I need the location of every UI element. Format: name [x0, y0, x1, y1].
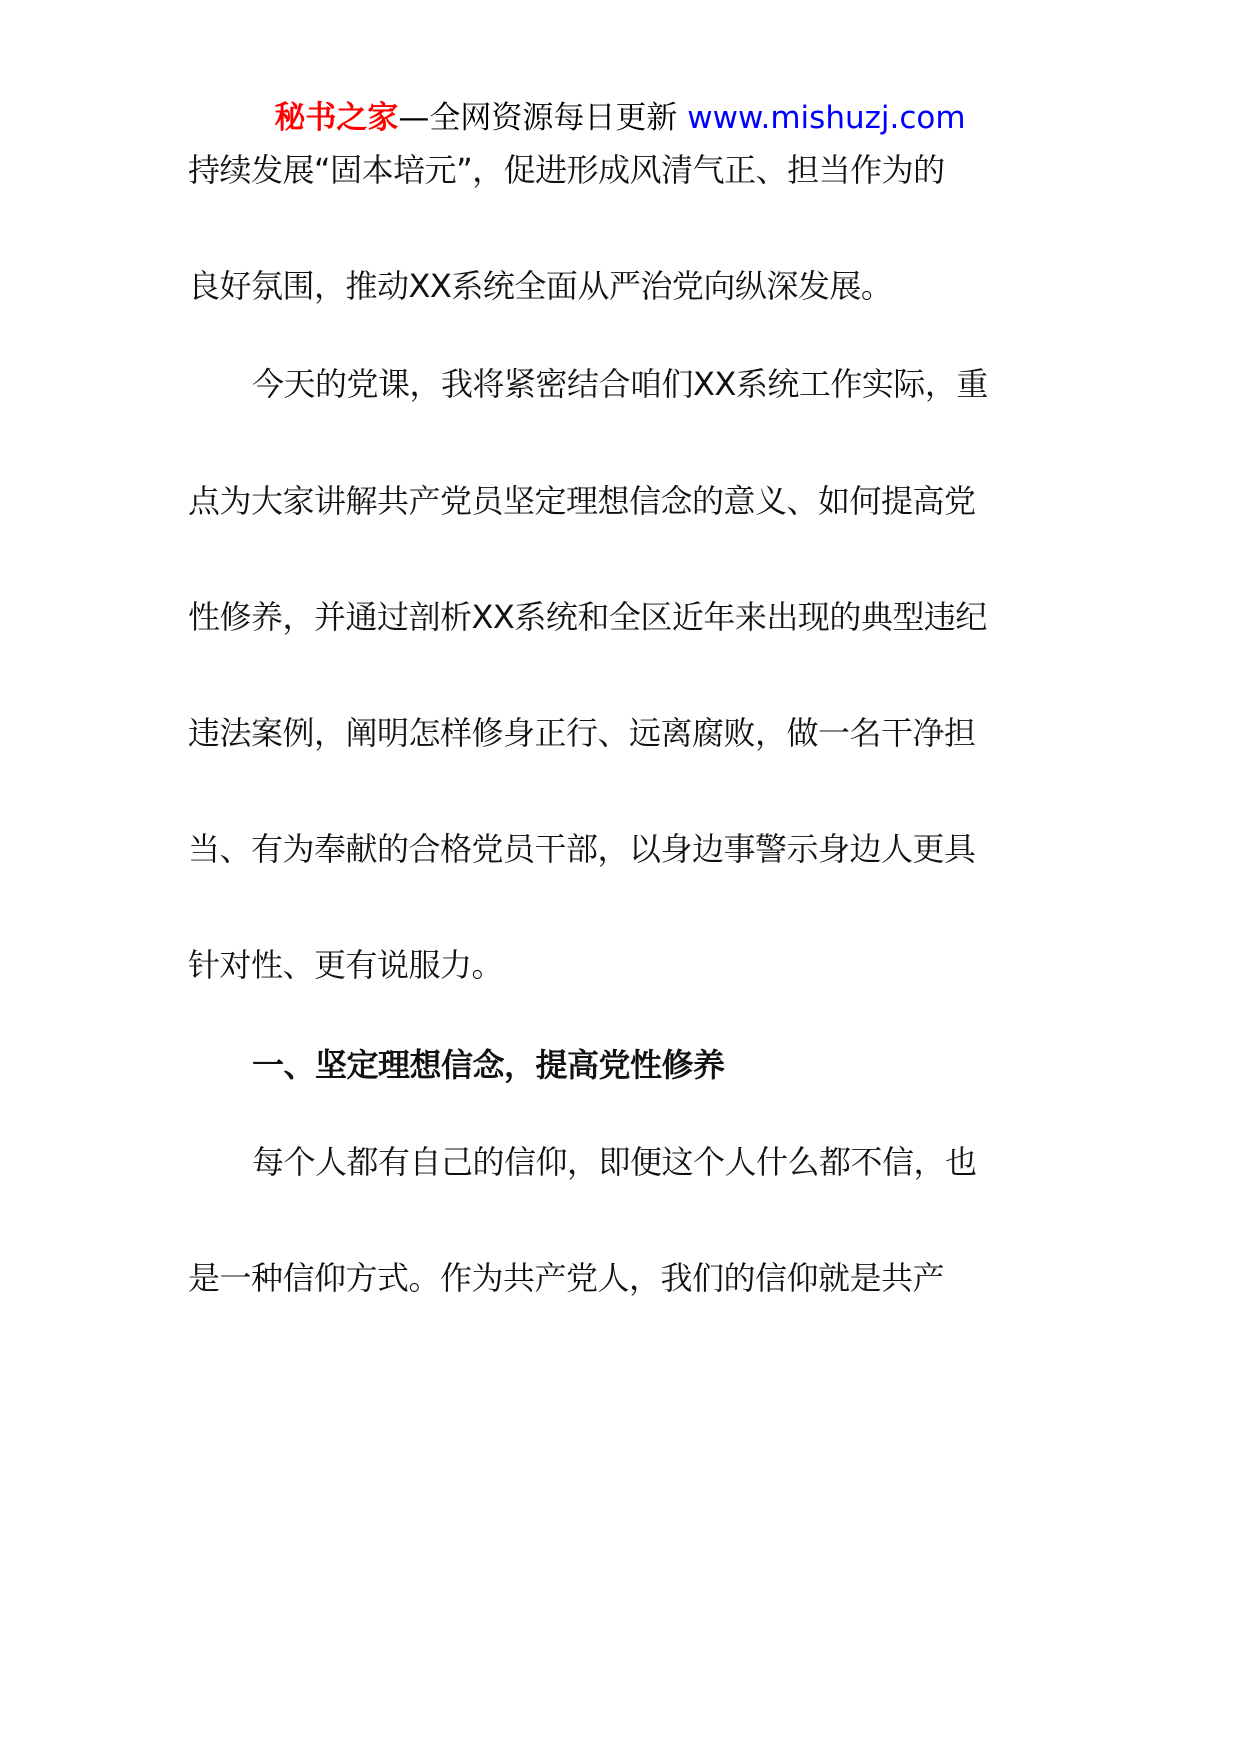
paragraph-line: 当、有为奉献的合格党员干部，以身边事警示身边人更具 — [188, 830, 976, 868]
paragraph-line: 良好氛围，推动XX系统全面从严治党向纵深发展。 — [188, 267, 893, 305]
site-header — [0, 98, 1240, 138]
paragraph-line: 今天的党课，我将紧密结合咱们XX系统工作实际，重 — [252, 365, 988, 403]
site-url-link[interactable]: www.mishuzj.com — [687, 100, 966, 136]
paragraph-line: 违法案例，阐明怎样修身正行、远离腐败，做一名干净担 — [188, 714, 976, 752]
paragraph-line: 持续发展“固本培元”，促进形成风清气正、担当作为的 — [188, 151, 945, 189]
paragraph-line: 性修养，并通过剖析XX系统和全区近年来出现的典型违纪 — [188, 598, 987, 636]
paragraph-line: 点为大家讲解共产党员坚定理想信念的意义、如何提高党 — [188, 482, 976, 520]
paragraph-line: 每个人都有自己的信仰，即便这个人什么都不信，也 — [252, 1143, 977, 1181]
brand-name: 秘书之家 — [274, 100, 399, 136]
header-slogan: —全网资源每日更新 — [398, 100, 688, 136]
paragraph-line: 是一种信仰方式。作为共产党人，我们的信仰就是共产 — [188, 1259, 945, 1297]
section-heading: 一、坚定理想信念，提高党性修养 — [252, 1046, 725, 1084]
paragraph-line: 针对性、更有说服力。 — [188, 946, 504, 984]
